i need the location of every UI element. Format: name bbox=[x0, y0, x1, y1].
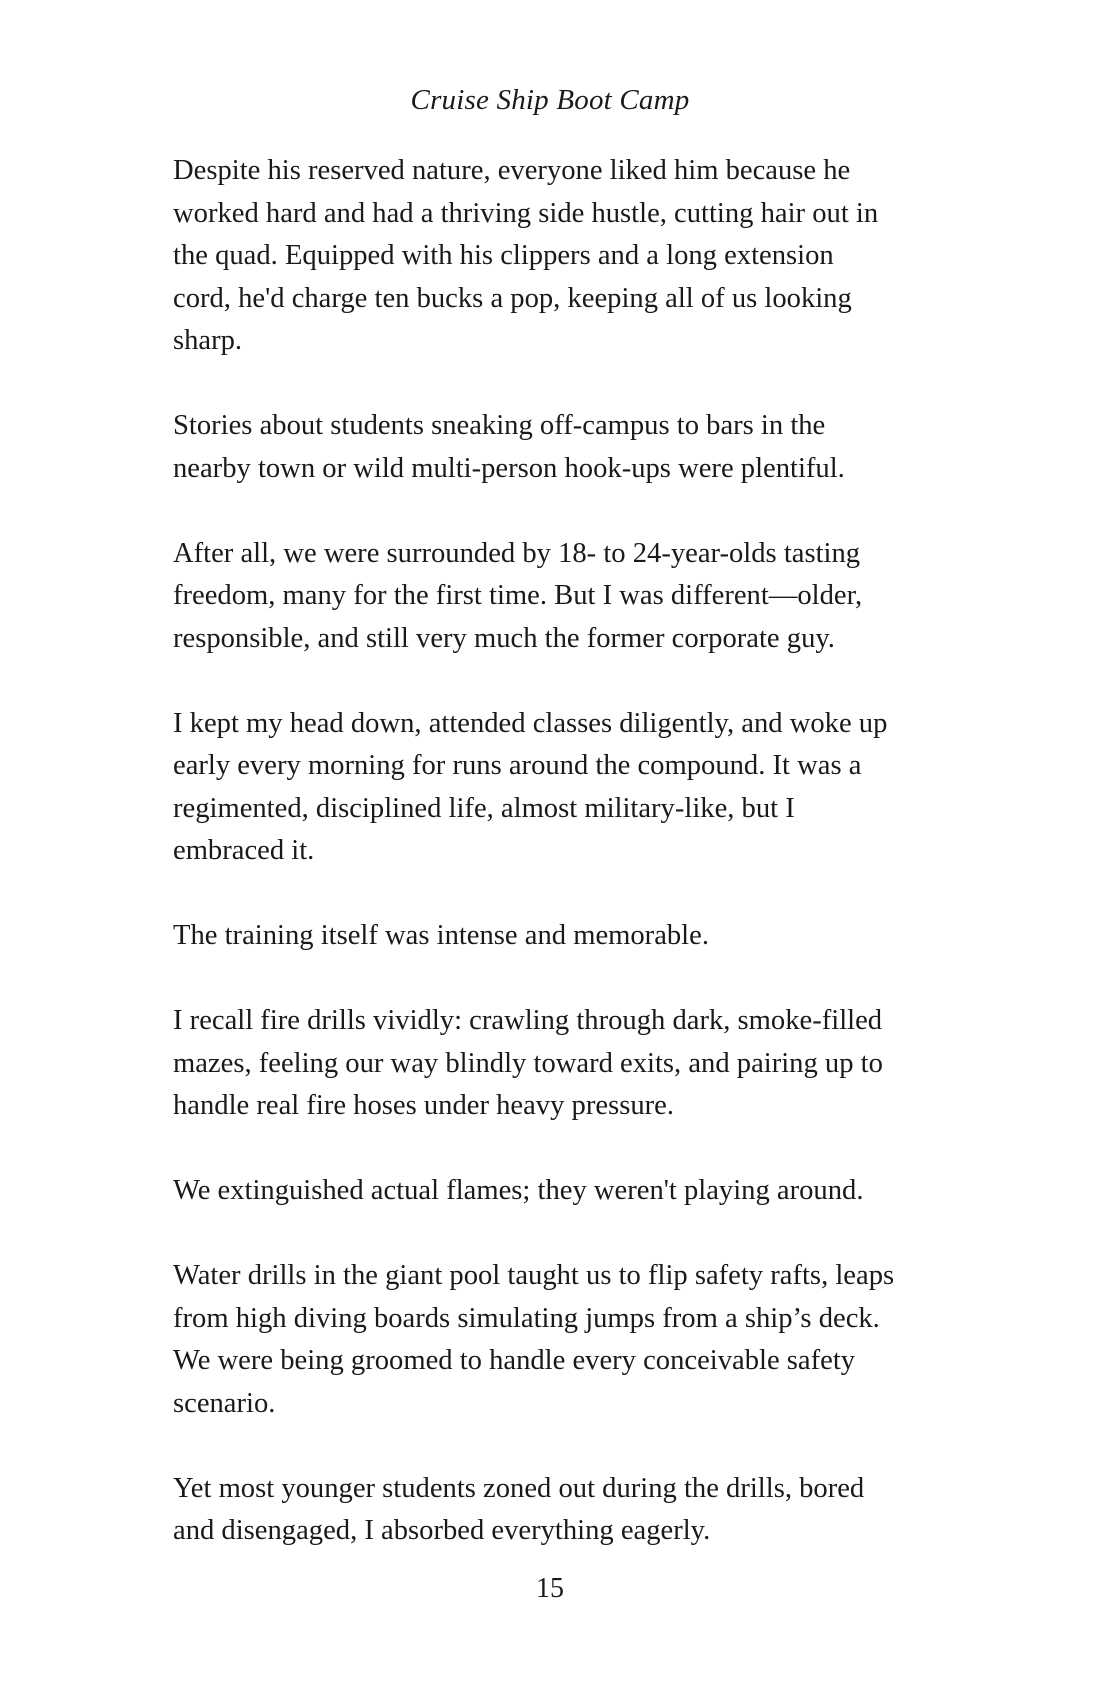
text-line: responsible, and still very much the former corporate guy. bbox=[173, 622, 835, 654]
paragraph bbox=[173, 703, 963, 873]
text-line: freedom, many for the first time. But I was different—older, bbox=[173, 580, 863, 611]
text-line: regimented, disciplined life, almost military-like, but I bbox=[173, 792, 795, 824]
paragraph bbox=[173, 405, 963, 490]
text-line: early every morning for runs around the compound. It was a bbox=[173, 750, 862, 781]
text-line: We extinguished actual flames; they weren't playing around. bbox=[173, 1175, 864, 1206]
paragraph bbox=[173, 1255, 963, 1425]
text-line: mazes, feeling our way blindly toward exits, and pairing up to bbox=[173, 1047, 883, 1079]
text-line: The training itself was intense and memorable. bbox=[173, 920, 709, 951]
page-number: 15 bbox=[536, 1573, 564, 1604]
text-line: Stories about students sneaking off-campus to bars in the bbox=[173, 410, 826, 441]
text-line: from high diving boards simulating jumps from a ship’s deck. bbox=[173, 1302, 880, 1334]
text-line: Despite his reserved nature, everyone liked him because he bbox=[173, 155, 851, 186]
text-line: and disengaged, I absorbed everything eagerly. bbox=[173, 1515, 711, 1546]
text-line: Water drills in the giant pool taught us to flip safety rafts, leaps bbox=[173, 1260, 895, 1291]
paragraph bbox=[173, 915, 963, 958]
paragraph bbox=[173, 150, 963, 363]
text-line: cord, he'd charge ten bucks a pop, keeping all of us looking bbox=[173, 282, 852, 314]
paragraph bbox=[173, 1000, 963, 1128]
text-line: I kept my head down, attended classes diligently, and woke up bbox=[173, 707, 888, 739]
text-line: the quad. Equipped with his clippers and a long extension bbox=[173, 240, 834, 271]
text-line: We were being groomed to handle every conceivable safety bbox=[173, 1345, 856, 1376]
text-line: embraced it. bbox=[173, 835, 315, 866]
text-line: nearby town or wild multi-person hook-ups were plentiful. bbox=[173, 452, 845, 484]
text-line: Yet most younger students zoned out during the drills, bored bbox=[173, 1472, 865, 1504]
body-text bbox=[173, 150, 963, 1553]
paragraph bbox=[173, 1468, 963, 1553]
text-line: worked hard and had a thriving side hustle, cutting hair out in bbox=[173, 197, 879, 229]
text-line: handle real fire hoses under heavy pressure. bbox=[173, 1090, 674, 1121]
running-title: Cruise Ship Boot Camp bbox=[410, 84, 690, 116]
text-line: scenario. bbox=[173, 1387, 276, 1419]
text-line: I recall fire drills vividly: crawling through dark, smoke-filled bbox=[173, 1005, 883, 1036]
paragraph bbox=[173, 1170, 963, 1213]
text-line: After all, we were surrounded by 18- to 24-year-olds tasting bbox=[173, 537, 861, 569]
paragraph bbox=[173, 533, 963, 661]
text-line: sharp. bbox=[173, 325, 243, 356]
